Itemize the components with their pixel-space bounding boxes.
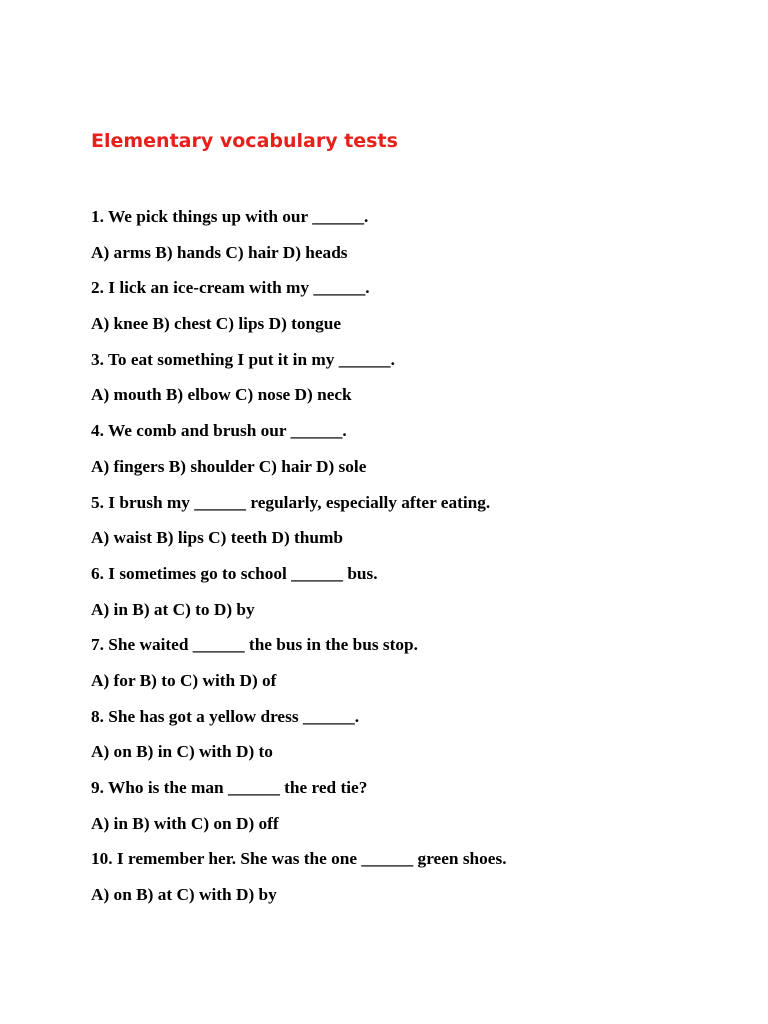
question-prompt: 7. She waited ______ the bus in the bus stop. [91, 635, 418, 655]
question-item [91, 846, 731, 917]
document-title: Elementary vocabulary tests [91, 130, 398, 152]
question-item [91, 490, 731, 561]
question-item [91, 275, 731, 346]
answer-options: A) in B) at C) to D) by [91, 599, 255, 619]
question-item [91, 704, 731, 775]
question-prompt: 2. I lick an ice-cream with my ______. [91, 278, 370, 298]
answer-options: A) on B) in C) with D) to [91, 742, 273, 762]
question-prompt: 3. To eat something I put it in my ______. [91, 349, 395, 369]
answer-options: A) for B) to C) with D) of [91, 670, 277, 690]
question-item [91, 204, 731, 275]
question-prompt: 8. She has got a yellow dress ______. [91, 706, 360, 726]
question-prompt: 5. I brush my ______ regularly, especially after eating. [91, 492, 491, 512]
answer-options: A) on B) at C) with D) by [91, 885, 277, 905]
question-prompt: 9. Who is the man ______ the red tie? [91, 778, 368, 797]
question-item [91, 632, 731, 703]
question-item [91, 561, 731, 632]
question-prompt: 6. I sometimes go to school ______ bus. [91, 563, 378, 583]
answer-options: A) in B) with C) on D) off [91, 813, 279, 833]
question-prompt: 1. We pick things up with our ______. [91, 207, 369, 226]
answer-options: A) knee B) chest C) lips D) tongue [91, 314, 342, 334]
question-item [91, 418, 731, 489]
answer-options: A) fingers B) shoulder C) hair D) sole [91, 456, 367, 476]
question-prompt: 4. We comb and brush our ______. [91, 421, 347, 441]
question-list [91, 204, 731, 918]
question-item [91, 347, 731, 418]
answer-options: A) waist B) lips C) teeth D) thumb [91, 528, 344, 548]
question-item [91, 775, 731, 846]
answer-options: A) mouth B) elbow C) nose D) neck [91, 385, 352, 405]
question-prompt: 10. I remember her. She was the one ______ green shoes. [91, 849, 507, 869]
answer-options: A) arms B) hands C) hair D) heads [91, 242, 348, 262]
